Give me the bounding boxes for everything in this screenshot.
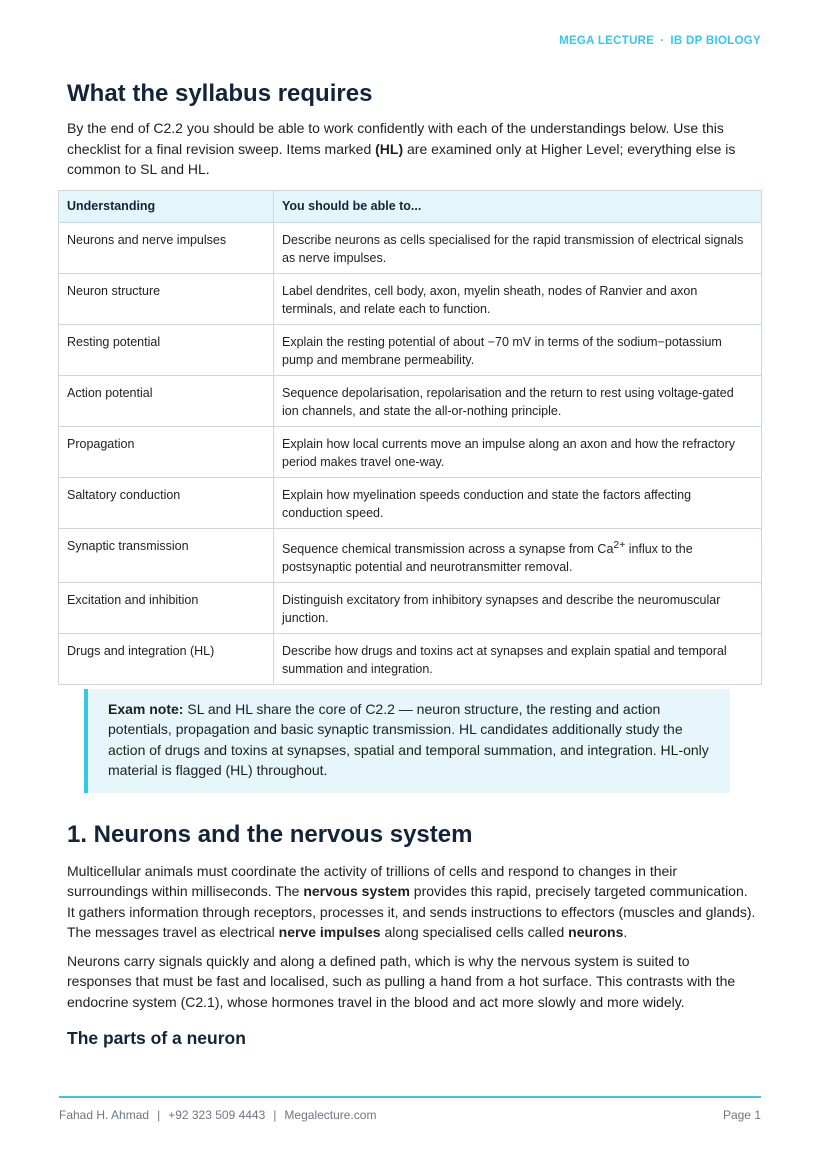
table-row <box>59 222 762 273</box>
section-paragraph-2: Neurons carry signals quickly and along a defined path, which is why the nervous system is suited to responses that must be fast and localised, such as pulling a hand from a hot surface. This contrasts with the endocrine system (C2.1), whose hormones travel in the blood and act more slowly and more widely. <box>67 952 736 1010</box>
outcome-text: influx to the postsynaptic potential and neurotransmitter removal. <box>282 541 693 574</box>
row-understanding: Resting potential <box>59 324 274 375</box>
calcium-charge: 2+ <box>613 539 626 551</box>
row-understanding: Saltatory conduction <box>59 477 274 528</box>
syllabus-table <box>58 190 762 685</box>
table-row <box>59 633 762 684</box>
intro-text-2: are examined only at Higher Level; everything else is common to SL and HL. <box>67 140 736 177</box>
header-separator: · <box>660 35 665 47</box>
para-text: provides this rapid, precisely targeted communication. It gathers information through receptors, processes it, and sends instructions to effectors (muscles and glands). The messages travel as electrical <box>67 883 756 941</box>
para-text: along specialised cells called <box>380 924 569 941</box>
footer-divider <box>59 1096 761 1098</box>
syllabus-title: What the syllabus requires <box>67 80 373 107</box>
row-outcome: Describe neurons as cells specialised for the rapid transmission of electrical signals as nerve impulses. <box>274 222 762 273</box>
intro-text-1: By the end of C2.2 you should be able to work confidently with each of the understandings below. Use this checklist for a final revision sweep. Items marked <box>67 120 724 157</box>
page-number: Page 1 <box>722 1108 761 1122</box>
key-term: neurons <box>568 924 624 941</box>
row-outcome <box>274 528 762 582</box>
footer-divider-glyph: | <box>157 1108 161 1122</box>
exam-note-callout <box>84 689 730 793</box>
row-outcome: Sequence depolarisation, repolarisation and the return to rest using voltage-gated ion channels, and state the all-or-nothing principle. <box>274 375 762 426</box>
header-understanding: Understanding <box>59 190 274 222</box>
row-outcome: Explain how local currents move an impulse along an axon and how the refractory period makes travel one-way. <box>274 426 762 477</box>
syllabus-intro <box>67 118 757 180</box>
row-understanding: Neurons and nerve impulses <box>59 222 274 273</box>
key-term: nervous system <box>303 883 410 900</box>
table-row <box>59 582 762 633</box>
row-understanding: Action potential <box>59 375 274 426</box>
row-understanding: Drugs and integration (HL) <box>59 633 274 684</box>
table-row <box>59 528 762 582</box>
row-outcome: Describe how drugs and toxins act at synapses and explain spatial and temporal summation and integration. <box>274 633 762 684</box>
exam-note-text: SL and HL share the core of C2.2 — neuron structure, the resting and action potentials, propagation and basic synaptic transmission. HL candidates additionally study the action of drugs and toxins at synapses, spatial and temporal summation, and integration. HL-only material is flagged (HL) throughout. <box>108 700 709 779</box>
table-row <box>59 477 762 528</box>
footer-site: Megalecture.com <box>284 1108 377 1122</box>
footer-divider-glyph: | <box>273 1108 277 1122</box>
row-understanding: Neuron structure <box>59 273 274 324</box>
key-term: nerve impulses <box>278 924 381 941</box>
row-outcome: Distinguish excitatory from inhibitory synapses and describe the neuromuscular junction. <box>274 582 762 633</box>
header-subject: IB DP BIOLOGY <box>670 35 761 47</box>
intro-hl-marker: (HL) <box>375 140 404 157</box>
section-paragraph-1 <box>67 861 757 943</box>
row-understanding: Excitation and inhibition <box>59 582 274 633</box>
section-heading: 1. Neurons and the nervous system <box>67 820 473 848</box>
row-understanding: Synaptic transmission <box>59 528 274 582</box>
row-outcome: Explain how myelination speeds conduction and state the factors affecting conduction speed. <box>274 477 762 528</box>
row-outcome: Label dendrites, cell body, axon, myelin sheath, nodes of Ranvier and axon terminals, and relate each to function. <box>274 273 762 324</box>
table-row <box>59 324 762 375</box>
row-outcome: Explain the resting potential of about −70 mV in terms of the sodium−potassium pump and membrane permeability. <box>274 324 762 375</box>
running-header <box>559 35 761 47</box>
header-outcome: You should be able to... <box>274 190 762 222</box>
para-text: . <box>623 924 628 941</box>
subsection-heading: The parts of a neuron <box>67 1028 246 1049</box>
para-text: Multicellular animals must coordinate the activity of trillions of cells and respond to changes in their surroundings within milliseconds. The <box>67 862 678 900</box>
exam-note-label: Exam note: <box>108 700 184 717</box>
footer-author: Fahad H. Ahmad <box>59 1108 150 1122</box>
table-header-row <box>59 190 762 222</box>
table-row <box>59 375 762 426</box>
row-understanding: Propagation <box>59 426 274 477</box>
table-row <box>59 426 762 477</box>
table-row <box>59 273 762 324</box>
outcome-text: Sequence chemical transmission across a synapse from Ca <box>282 541 614 556</box>
footer-contact <box>59 1108 376 1122</box>
header-brand: MEGA LECTURE <box>559 35 655 47</box>
page-content <box>67 78 757 1049</box>
footer-phone: +92 323 509 4443 <box>168 1108 266 1122</box>
